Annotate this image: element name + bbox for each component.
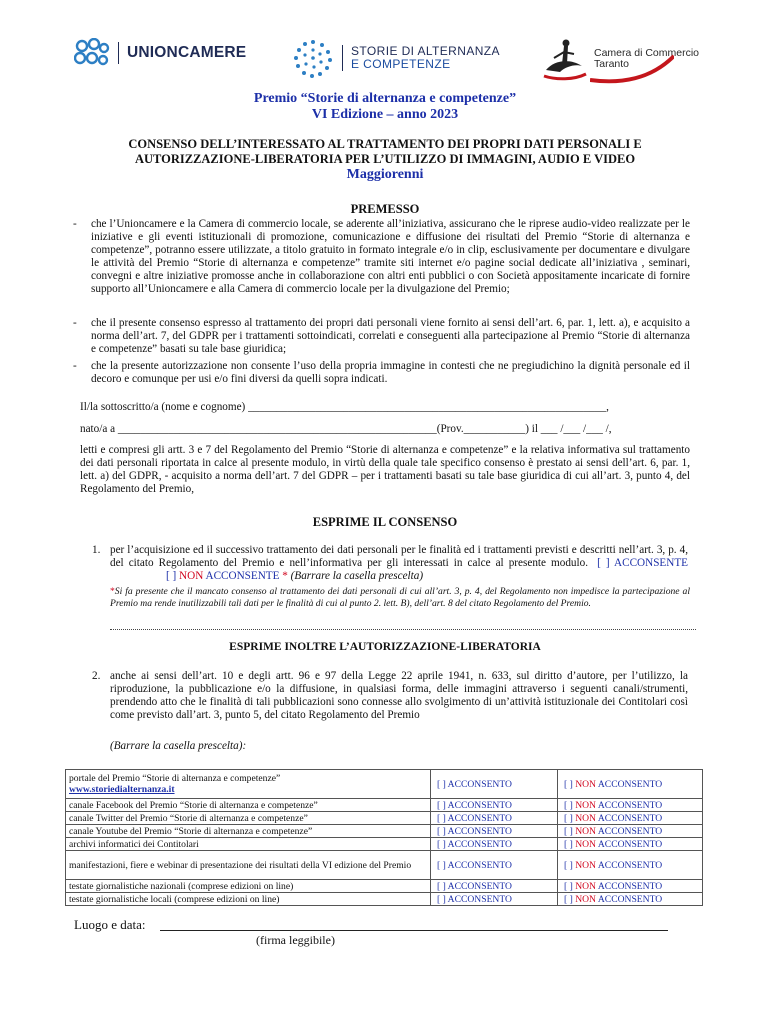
header-logos [0, 34, 770, 94]
no-box: [ ] [564, 893, 573, 905]
acconsento-label: ACCONSENTO [597, 778, 663, 790]
acconsento-label: ACCONSENTO [597, 880, 663, 892]
unioncamere-logo [74, 38, 246, 68]
table-row [66, 812, 703, 825]
bullet-dash: - [73, 317, 77, 329]
consenso-accetto-option[interactable] [597, 557, 688, 569]
non-acconsento-checkbox[interactable] [558, 770, 703, 799]
channel-label [66, 799, 431, 812]
consenso-body: per l’acquisizione ed il successivo trattamento dei dati personali per le finalità ed i trattamenti previsti e descritti nell’art. 3, p. 4, del citato Regolamento del Premio e nell’informativa per gli interessati in calce al presente modulo. [110, 544, 688, 570]
channel-label [66, 825, 431, 838]
acconsento-label: ACCONSENTO [597, 859, 663, 871]
premesso-bullet-3: che la presente autorizzazione non consente l’uso della propria immagine in contesti che ne pregiudichino la dignità personale ed il decoro e comunque per usi e/o fini diversi da quelli sopra indicati. [91, 360, 690, 386]
acconsento-checkbox[interactable]: [ ] ACCONSENTO [431, 838, 558, 851]
note-divider [110, 629, 696, 630]
portal-link[interactable]: www.storiedialternanza.it [69, 784, 175, 795]
channel-label [66, 812, 431, 825]
acconsento-label: ACCONSENTO [597, 799, 663, 811]
table-row [66, 893, 703, 906]
channel-label [66, 851, 431, 880]
non-acconsento-checkbox[interactable] [558, 880, 703, 893]
no-box: [ ] [564, 799, 573, 811]
channel-label-text: portale del Premio “Storie di alternanza e competenze” [69, 773, 281, 784]
asterisk: * [282, 570, 288, 583]
non-label: NON [575, 799, 596, 811]
acconsento-label: ACCONSENTO [597, 838, 663, 850]
table-row [66, 825, 703, 838]
autorizzazione-title: ESPRIME INOLTRE L’AUTORIZZAZIONE-LIBERATORIA [229, 641, 541, 653]
non-label: NON [575, 838, 596, 850]
logo2-line1: STORIE DI ALTERNANZA [351, 44, 500, 58]
unioncamere-text: UNIONCAMERE [118, 42, 246, 64]
acconsento-checkbox[interactable]: [ ] ACCONSENTO [431, 799, 558, 812]
channels-table [65, 769, 703, 906]
channel-label-text: manifestazioni, fiere e webinar di presentazione dei risultati della VI edizione del Premio [69, 859, 412, 871]
acconsento-checkbox[interactable]: [ ] ACCONSENTO [431, 825, 558, 838]
table-row [66, 799, 703, 812]
channel-label [66, 838, 431, 851]
table-row [66, 770, 703, 799]
name-field[interactable]: Il/la sottoscritto/a (nome e cognome) ________________________________________________________________, [80, 401, 609, 413]
audience-label: Maggiorenni [346, 167, 424, 182]
dots-circle-icon [292, 38, 334, 78]
no-box: [ ] [564, 880, 573, 892]
place-date-label: Luogo e data: [74, 917, 146, 932]
acconsento-checkbox[interactable]: [ ] ACCONSENTO [431, 880, 558, 893]
consenso-hint: (Barrare la casella prescelta) [290, 570, 424, 583]
acconsento-checkbox[interactable]: [ ] ACCONSENTO [431, 812, 558, 825]
autorizzazione-hint [110, 740, 246, 753]
non-label: NON [575, 778, 596, 790]
premio-title: Premio “Storie di alternanza e competenze” [253, 91, 517, 106]
channel-label-text: testate giornalistiche locali (comprese edizioni on line) [69, 893, 280, 905]
non-label: NON [575, 859, 596, 871]
edition-title: VI Edizione – anno 2023 [311, 107, 459, 122]
acconsento-label: ACCONSENTO [597, 812, 663, 824]
non-acconsento-checkbox[interactable] [558, 799, 703, 812]
logo2-line2: E COMPETENZE [351, 57, 451, 71]
acconsento-label: ACCONSENTO [597, 893, 663, 905]
channel-label-text: canale Youtube del Premio “Storie di alternanza e competenze” [69, 825, 313, 837]
non-acconsento-checkbox[interactable] [558, 812, 703, 825]
non-label: NON [179, 570, 204, 583]
signature-label: (firma leggibile) [256, 933, 335, 947]
channel-label-text: canale Twitter del Premio “Storie di alternanza e competenze” [69, 812, 308, 824]
bullet-dash: - [73, 218, 77, 230]
consenso-note [110, 586, 690, 610]
no-box: [ ] [564, 812, 573, 824]
consenso-title: ESPRIME IL CONSENSO [312, 515, 458, 529]
consenso-box: [ ] [166, 570, 177, 583]
hint-text: (Barrare la casella prescelta): [110, 740, 247, 752]
bullet-dash: - [73, 360, 77, 372]
heading-line2: AUTORIZZAZIONE-LIBERATORIA PER L’UTILIZZO DI IMMAGINI, AUDIO E VIDEO [134, 152, 636, 166]
no-box: [ ] [564, 859, 573, 871]
non-acconsento-checkbox[interactable] [558, 838, 703, 851]
logo3-line2: Taranto [594, 58, 630, 70]
acconsento-checkbox[interactable]: [ ] ACCONSENTO [431, 851, 558, 880]
acconsento-checkbox[interactable]: [ ] ACCONSENTO [431, 770, 558, 799]
no-box: [ ] [564, 778, 573, 790]
read-paragraph: letti e compresi gli artt. 3 e 7 del Regolamento del Premio “Storie di alternanza e competenze” e la relativa informativa sul trattamento dei dati personali riportata in calce al presente modulo, in virtù della quale tale specifico consenso è prestato ai sensi dell’art. 6, par. 1, lett. a) del GDPR, - acquisito a norma dell’art. 7 del GDPR – per i trattamenti basati su tale base giuridica di cui all’art. 3, punto 4, del Regolamento del Premio, [80, 444, 690, 496]
unioncamere-swirl-icon [74, 38, 110, 68]
birth-field[interactable]: nato/a a _________________________________________________________(Prov.___________) il ___ /___ /___ /, [80, 423, 612, 435]
channel-label-text: canale Facebook del Premio “Storie di alternanza e competenze” [69, 799, 318, 811]
non-label: NON [575, 825, 596, 837]
consenso-accetto-label: [ ] ACCONSENTE [597, 557, 688, 570]
consenso-non-accetto-option[interactable] [166, 570, 288, 582]
red-swoosh-icon [590, 50, 674, 84]
channel-label [66, 770, 431, 799]
non-acconsento-checkbox[interactable] [558, 851, 703, 880]
table-row [66, 838, 703, 851]
premesso-title: PREMESSO [350, 202, 420, 216]
heading-line1: CONSENSO DELL’INTERESSATO AL TRATTAMENTO DEI PROPRI DATI PERSONALI E [128, 137, 642, 151]
channel-label [66, 880, 431, 893]
non-label: NON [575, 880, 596, 892]
premesso-bullet-1: che l’Unioncamere e la Camera di commercio locale, se aderente all’iniziativa, assicurano che le riprese audio-video realizzate per le iniziative e gli eventi istituzionali di promozione, comunicazione e diffusione dei risultati del Premio “Storie di alternanza e competenze”, potranno essere utilizzate, a titolo gratuito in formato integrale e/o in clip, esclusivamente per documentare e divulgare le attività del Premio “Storie di alternanza e competenze” tramite siti internet e/o pagine social dedicate all’iniziativa , seminari, convegni e altre iniziative promosse anche in collaborazione con altri enti pubblici o con Società appositamente incaricate di fornire supporto all’Unioncamere e alla Camera di commercio locale per la divulgazione del Premio; [91, 218, 690, 296]
channel-label-text: testate giornalistiche nazionali (comprese edizioni on line) [69, 880, 294, 892]
no-box: [ ] [564, 825, 573, 837]
consenso-number: 1. [92, 544, 101, 556]
accetto-label: ACCONSENTE [205, 570, 280, 583]
camera-commercio-taranto-logo [540, 36, 699, 82]
autorizzazione-text: anche ai sensi dell’art. 10 e degli artt. 96 e 97 della Legge 22 aprile 1941, n. 633, sul diritto d’autore, per l’utilizzo, la riproduzione, la pubblicazione e/o la diffusione, in qualsiasi forma, delle immagini attraverso i seguenti canali/strumenti, prendendo atto che le finalità di tali pubblicazioni sono connesse allo svolgimento di un’attività istituzionale dei Contitolari così come previsto dall’art. 3, punto 5, del citato Regolamento del Premio [110, 670, 688, 722]
taranto-dolphin-rider-icon [540, 36, 590, 82]
channel-label [66, 893, 431, 906]
non-acconsento-checkbox[interactable] [558, 825, 703, 838]
non-label: NON [575, 812, 596, 824]
table-row [66, 880, 703, 893]
note-text: Si fa presente che il mancato consenso al trattamento dei dati personali di cui all’art. 3, p. 4, del Regolamento non impedisce la partecipazione al Premio ma rende inutilizzabili tali dati per le finalità di cui al punto 2. lett. B), dell’art. 8 del citato Regolamento del Premio. [110, 586, 690, 609]
acconsento-checkbox[interactable]: [ ] ACCONSENTO [431, 893, 558, 906]
logo3-line1: Camera di Commercio [594, 47, 700, 59]
no-box: [ ] [564, 838, 573, 850]
channel-label-text: archivi informatici dei Contitolari [69, 838, 199, 850]
non-acconsento-checkbox[interactable] [558, 893, 703, 906]
consenso-text [110, 544, 688, 583]
non-label: NON [575, 893, 596, 905]
acconsento-label: ACCONSENTO [597, 825, 663, 837]
premesso-bullet-2: che il presente consenso espresso al trattamento dei propri dati personali viene fornito ai sensi dell’art. 6, par. 1, lett. a), e acquisito a norma dell’art. 7, del GDPR per i trattamenti sottoindicati, correlati e conseguenti alla partecipazione al Premio “Storie di alternanza e competenze” basati su tale base giuridica; [91, 317, 690, 356]
table-row [66, 851, 703, 880]
storie-alternanza-logo [292, 38, 500, 78]
autorizzazione-number: 2. [92, 670, 101, 682]
place-date-line[interactable] [160, 930, 668, 931]
storie-alternanza-text [342, 45, 500, 71]
note-asterisk: * [110, 586, 115, 597]
